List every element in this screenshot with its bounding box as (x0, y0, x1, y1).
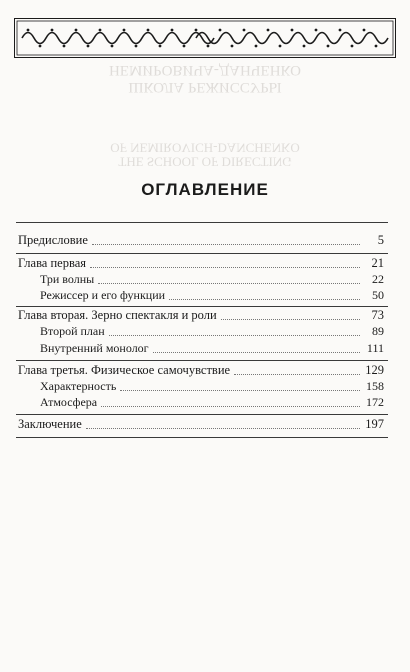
toc-entry-page: 21 (371, 256, 384, 270)
dot-leader (120, 390, 360, 391)
divider (16, 306, 388, 307)
toc-entry-label: Характерность (40, 379, 117, 393)
divider (16, 437, 388, 438)
bleed-line: ШКОЛА РЕЖИССУРЫ (128, 79, 282, 95)
toc-entry-page: 172 (366, 395, 384, 409)
toc-entry-label: Атмосфера (40, 395, 98, 409)
toc-entry[interactable] (18, 363, 384, 379)
toc-entry[interactable] (18, 256, 384, 272)
toc-entry-label: Три волны (40, 272, 95, 286)
toc-entry[interactable] (18, 417, 384, 433)
toc-entry[interactable] (40, 341, 384, 357)
dot-leader (153, 352, 360, 353)
dot-leader (109, 335, 360, 336)
toc-entry-label: Глава третья. Физическое самочувствие (18, 363, 231, 377)
divider (16, 253, 388, 254)
toc-entry-label: Предисловие (18, 233, 88, 247)
divider (16, 360, 388, 361)
toc-entry-page: 158 (366, 379, 384, 393)
page-title: ОГЛАВЛЕНИЕ (141, 180, 269, 199)
toc-entry-label: Заключение (18, 417, 82, 431)
toc-entry-label: Режиссер и его функции (40, 288, 166, 302)
bleed-line: НЕМИРОВИЧА-ДАНЧЕНКО (108, 62, 302, 79)
bleed-line: OF NEMIROVICH-DANCHENKO (110, 140, 300, 156)
dot-leader (234, 374, 360, 375)
toc-entry-page: 89 (372, 324, 384, 338)
ornament-border (14, 18, 396, 58)
dot-leader (92, 244, 360, 245)
divider (16, 414, 388, 415)
toc-entry-page: 111 (366, 341, 384, 355)
toc-entry-page: 22 (372, 272, 384, 286)
toc-entry-page: 197 (365, 417, 384, 431)
toc-entry[interactable] (18, 308, 384, 324)
toc-entry-page: 129 (365, 363, 384, 377)
toc-entry[interactable] (40, 288, 384, 304)
toc-entry[interactable] (40, 324, 384, 340)
bleed-through-text (60, 140, 350, 169)
dot-leader (90, 267, 360, 268)
toc-entry-label: Внутренний монолог (40, 341, 149, 355)
dot-leader (169, 299, 360, 300)
toc-entry[interactable] (40, 272, 384, 288)
toc-entry[interactable] (40, 395, 384, 411)
toc-entry-page: 73 (371, 308, 384, 322)
dot-leader (221, 319, 360, 320)
dot-leader (86, 428, 360, 429)
toc-entry-label: Глава первая (18, 256, 87, 270)
toc-entry-label: Второй план (40, 324, 105, 338)
toc-entry-page: 50 (372, 288, 384, 302)
toc-entry-page: 5 (377, 233, 384, 247)
dot-leader (101, 406, 360, 407)
divider (16, 222, 388, 223)
toc-entry-label: Глава вторая. Зерно спектакля и роли (18, 308, 217, 322)
dot-leader (98, 283, 360, 284)
bleed-line: THE SCHOOL OF DIRECTING (118, 154, 292, 170)
toc-entry[interactable] (40, 379, 384, 395)
bleed-through-text (60, 62, 350, 95)
toc-entry[interactable] (18, 233, 384, 249)
